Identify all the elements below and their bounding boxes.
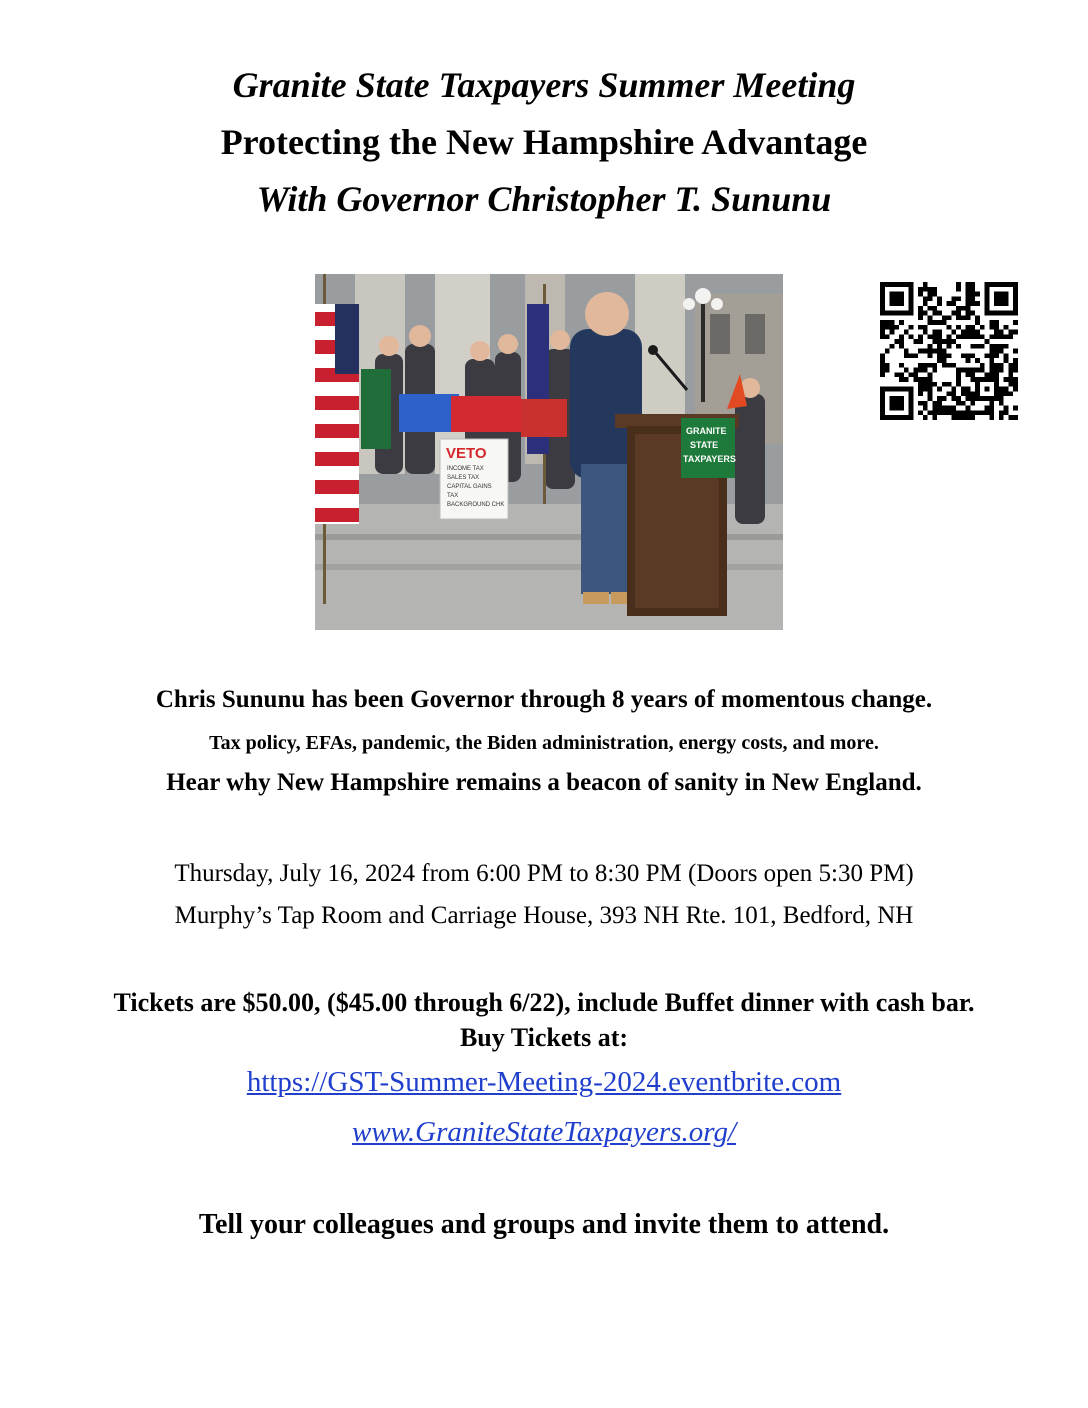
website-link-row [0,1116,1088,1149]
event-date-time: Thursday, July 16, 2024 from 6:00 PM to 8:30 PM (Doors open 5:30 PM) [174,860,914,887]
website-link[interactable]: www.GraniteStateTaxpayers.org/ [352,1116,736,1148]
intro-topics: Tax policy, EFAs, pandemic, the Biden administration, energy costs, and more. [209,732,879,754]
guest-line: With Governor Christopher T. Sununu [256,179,832,219]
qr-code[interactable] [880,282,1018,420]
meeting-title: Granite State Taxpayers Summer Meeting [232,65,856,105]
svg-text:VETO: VETO [446,445,487,462]
event-photo [315,274,783,630]
svg-text:INCOME TAX: INCOME TAX [447,466,484,472]
ticket-price: Tickets are $50.00, ($45.00 through 6/22), include Buffet dinner with cash bar. [113,988,975,1017]
podium-sign-line3: TAXPAYERS [683,454,736,464]
intro-headline: Chris Sununu has been Governor through 8 years of momentous change. [155,686,933,713]
podium-sign-line1: GRANITE [686,426,727,436]
svg-text:TAX: TAX [447,493,459,499]
invite-line: Tell your colleagues and groups and invite them to attend. [198,1209,890,1240]
event-location: Murphy’s Tap Room and Carriage House, 393 NH Rte. 101, Bedford, NH [174,902,914,929]
meeting-subtitle: Protecting the New Hampshire Advantage [220,122,868,162]
eventbrite-link[interactable]: https://GST-Summer-Meeting-2024.eventbrite.com [246,1066,842,1098]
eventbrite-link-row [0,1066,1088,1099]
podium-sign-line2: STATE [690,440,719,450]
svg-text:SALES TAX: SALES TAX [447,475,480,481]
buy-tickets-label: Buy Tickets at: [459,1023,629,1052]
svg-text:CAPITAL GAINS: CAPITAL GAINS [447,484,492,490]
svg-text:BACKGROUND CHK: BACKGROUND CHK [447,502,505,508]
intro-tagline: Hear why New Hampshire remains a beacon of sanity in New England. [166,769,922,796]
